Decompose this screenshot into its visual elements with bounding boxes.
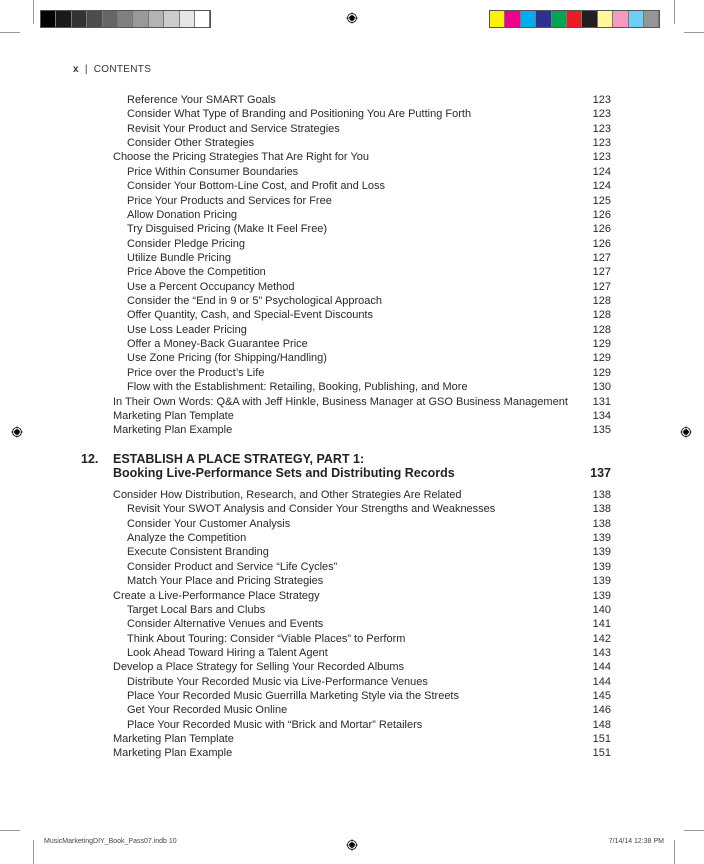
toc-entry <box>113 150 611 164</box>
crop-mark <box>684 32 704 33</box>
toc-entry-title: Marketing Plan Example <box>113 424 233 437</box>
toc-entry-page: 135 <box>592 424 611 437</box>
toc-entry-title: Revisit Your Product and Service Strategies <box>127 122 340 135</box>
toc-entry-page: 123 <box>592 94 611 106</box>
toc-entry <box>113 517 611 531</box>
toc-entry <box>113 280 611 294</box>
toc-entry-title: Think About Touring: Consider “Viable Places” to Perform <box>127 632 406 645</box>
color-swatch <box>552 11 567 27</box>
toc-entry-page: 129 <box>592 338 611 351</box>
toc-entry-title: Use Loss Leader Pricing <box>127 323 247 336</box>
toc-entry-page: 148 <box>592 718 611 731</box>
toc-list-pricing <box>113 93 611 438</box>
toc-entry-page: 127 <box>592 280 611 293</box>
toc-entry <box>113 222 611 236</box>
color-swatch <box>56 11 71 27</box>
color-swatch <box>103 11 118 27</box>
toc-entry-title: In Their Own Words: Q&A with Jeff Hinkle, Business Manager at GSO Business Management <box>113 395 568 408</box>
color-swatch <box>133 11 148 27</box>
color-swatch <box>613 11 628 27</box>
toc-entry-page: 123 <box>592 122 611 135</box>
toc-entry-page: 138 <box>592 517 611 530</box>
toc-entry-title: Revisit Your SWOT Analysis and Consider Your Strengths and Weaknesses <box>127 503 496 516</box>
toc-entry-title: Match Your Place and Pricing Strategies <box>127 575 324 588</box>
color-swatch <box>567 11 582 27</box>
chapter-number: 12. <box>81 452 99 466</box>
toc-entry-page: 129 <box>592 366 611 379</box>
toc-entry-title: Offer Quantity, Cash, and Special-Event Discounts <box>127 309 373 322</box>
toc-entry-page: 129 <box>592 352 611 365</box>
toc-entry-title: Price Above the Competition <box>127 266 266 279</box>
toc-entry-title: Look Ahead Toward Hiring a Talent Agent <box>127 646 328 659</box>
toc-entry-title: Choose the Pricing Strategies That Are Right for You <box>113 151 370 164</box>
toc-entry-page: 146 <box>592 704 611 717</box>
toc-entry <box>113 308 611 322</box>
toc-entry-page: 142 <box>592 632 611 645</box>
crop-mark <box>0 830 20 831</box>
color-swatch <box>72 11 87 27</box>
toc-entry <box>113 179 611 193</box>
toc-entry-title: Get Your Recorded Music Online <box>127 704 288 717</box>
toc-entry-page: 139 <box>592 532 611 545</box>
color-swatch <box>536 11 551 27</box>
toc-entry <box>113 675 611 689</box>
toc-entry-page: 126 <box>592 237 611 250</box>
toc-entry <box>113 323 611 337</box>
toc-entry-title: Analyze the Competition <box>127 532 247 545</box>
toc-entry-page: 128 <box>592 323 611 336</box>
toc-entry-page: 144 <box>592 675 611 688</box>
toc-entry <box>113 703 611 717</box>
toc-entry-title: Allow Donation Pricing <box>127 208 238 221</box>
toc-entry-title: Try Disguised Pricing (Make It Feel Free) <box>127 223 328 236</box>
registration-mark-icon <box>346 839 358 851</box>
registration-mark-icon <box>680 426 692 438</box>
toc-entry <box>113 337 611 351</box>
color-swatch <box>629 11 644 27</box>
color-swatch <box>195 11 210 27</box>
chapter-page: 137 <box>590 466 611 480</box>
chapter-title-line1: ESTABLISH A PLACE STRATEGY, PART 1: <box>113 452 365 466</box>
toc-entry <box>113 574 611 588</box>
toc-entry <box>113 718 611 732</box>
registration-mark-icon <box>346 12 358 24</box>
toc-entry-page: 131 <box>592 395 611 408</box>
toc-entry <box>113 660 611 674</box>
toc-entry <box>113 194 611 208</box>
toc-entry-page: 139 <box>592 560 611 573</box>
toc-entry-title: Use Zone Pricing (for Shipping/Handling) <box>127 352 327 365</box>
toc-entry-title: Execute Consistent Branding <box>127 546 269 559</box>
toc-entry-title: Price Within Consumer Boundaries <box>127 165 299 178</box>
color-swatch <box>118 11 133 27</box>
crop-mark <box>33 840 34 864</box>
toc-entry <box>113 136 611 150</box>
toc-entry <box>113 632 611 646</box>
toc-entry <box>113 351 611 365</box>
toc-entry-page: 128 <box>592 309 611 322</box>
toc-entry-page: 123 <box>592 137 611 150</box>
crop-mark <box>33 0 34 24</box>
toc-entry-page: 139 <box>592 546 611 559</box>
toc-entry-title: Marketing Plan Template <box>113 409 234 422</box>
toc-entry-page: 138 <box>592 503 611 516</box>
toc-entry-page: 139 <box>592 589 611 602</box>
toc-entry-page: 126 <box>592 223 611 236</box>
toc-entry-title: Reference Your SMART Goals <box>127 94 276 106</box>
toc-entry <box>113 107 611 121</box>
toc-entry <box>113 165 611 179</box>
toc-entry-title: Consider What Type of Branding and Positioning You Are Putting Forth <box>127 108 472 121</box>
color-swatch <box>149 11 164 27</box>
toc-entry-page: 128 <box>592 295 611 308</box>
toc-entry-page: 145 <box>592 690 611 703</box>
toc-entry <box>113 560 611 574</box>
toc-entry-page: 125 <box>592 194 611 207</box>
toc-entry <box>113 409 611 423</box>
toc-entry <box>113 423 611 437</box>
toc-entry-title: Consider Your Bottom-Line Cost, and Profit and Loss <box>127 180 386 193</box>
crop-mark <box>674 840 675 864</box>
toc-entry <box>113 122 611 136</box>
toc-entry-title: Utilize Bundle Pricing <box>127 251 231 264</box>
toc-entry <box>113 531 611 545</box>
toc-entry-title: Consider Alternative Venues and Events <box>127 618 324 631</box>
toc-entry-title: Create a Live-Performance Place Strategy <box>113 589 320 602</box>
toc-entry-title: Develop a Place Strategy for Selling Your Recorded Albums <box>113 661 405 674</box>
toc-entry <box>113 502 611 516</box>
toc-entry-page: 140 <box>592 603 611 616</box>
color-swatch <box>505 11 520 27</box>
toc-entry-title: Marketing Plan Example <box>113 747 233 760</box>
toc-entry-title: Offer a Money-Back Guarantee Price <box>127 338 308 351</box>
color-swatch <box>521 11 536 27</box>
toc-entry-title: Price over the Product’s Life <box>127 366 265 379</box>
toc-entry-title: Consider Pledge Pricing <box>127 237 246 250</box>
toc-entry <box>113 208 611 222</box>
toc-entry-page: 139 <box>592 575 611 588</box>
toc-entry-page: 124 <box>592 180 611 193</box>
footer-file: MusicMarketingDIY_Book_Pass07.indb 10 <box>44 838 177 845</box>
toc-entry <box>113 732 611 746</box>
toc-entry <box>113 589 611 603</box>
toc-entry-page: 126 <box>592 208 611 221</box>
toc-entry <box>113 395 611 409</box>
toc-entry-title: Place Your Recorded Music with “Brick and Mortar” Retailers <box>127 718 423 731</box>
header-separator: | <box>84 64 88 75</box>
toc-entry-title: Consider How Distribution, Research, and Other Strategies Are Related <box>113 489 462 501</box>
grayscale-color-bar <box>40 10 211 28</box>
toc-entry-page: 134 <box>592 409 611 422</box>
toc-entry-page: 123 <box>592 151 611 164</box>
color-swatch <box>164 11 179 27</box>
toc-entry-title: Place Your Recorded Music Guerrilla Marketing Style via the Streets <box>127 690 459 703</box>
running-header <box>73 64 151 75</box>
crop-mark <box>684 830 704 831</box>
toc-entry-title: Consider Your Customer Analysis <box>127 517 291 530</box>
toc-entry-page: 143 <box>592 646 611 659</box>
color-swatch <box>644 11 659 27</box>
toc-entry <box>113 617 611 631</box>
toc-entry-page: 141 <box>592 618 611 631</box>
registration-mark-icon <box>11 426 23 438</box>
toc-entry <box>113 545 611 559</box>
toc-entry-page: 130 <box>592 381 611 394</box>
toc-entry-page: 151 <box>592 733 611 746</box>
toc-entry-page: 127 <box>592 251 611 264</box>
toc-entry-title: Price Your Products and Services for Free <box>127 194 332 207</box>
toc-entry-title: Consider the “End in 9 or 5” Psychological Approach <box>127 295 382 308</box>
toc-list-place <box>113 488 611 761</box>
folio: x <box>73 64 79 75</box>
toc-entry <box>113 646 611 660</box>
toc-entry <box>113 265 611 279</box>
toc-entry <box>113 689 611 703</box>
crop-mark <box>674 0 675 24</box>
toc-entry <box>113 746 611 760</box>
process-color-bar <box>489 10 660 28</box>
toc-entry-title: Consider Other Strategies <box>127 137 255 150</box>
toc-entry <box>113 380 611 394</box>
color-swatch <box>41 11 56 27</box>
toc-entry-page: 138 <box>592 489 611 501</box>
toc-entry-title: Flow with the Establishment: Retailing, Booking, Publishing, and More <box>127 381 468 394</box>
color-swatch <box>582 11 597 27</box>
color-swatch <box>87 11 102 27</box>
toc-entry-title: Target Local Bars and Clubs <box>127 603 266 616</box>
toc-entry <box>113 237 611 251</box>
toc-entry-page: 144 <box>592 661 611 674</box>
toc-entry <box>113 603 611 617</box>
toc-entry-page: 124 <box>592 165 611 178</box>
toc-entry <box>113 294 611 308</box>
toc-entry <box>113 366 611 380</box>
toc-entry-page: 127 <box>592 266 611 279</box>
toc-entry <box>113 488 611 502</box>
color-swatch <box>490 11 505 27</box>
toc-entry <box>113 93 611 107</box>
toc-entry-page: 123 <box>592 108 611 121</box>
toc-entry <box>113 251 611 265</box>
toc-entry-page: 151 <box>592 747 611 760</box>
toc-entry-title: Consider Product and Service “Life Cycles” <box>127 560 338 573</box>
footer-timestamp: 7/14/14 12:38 PM <box>608 838 664 845</box>
color-swatch <box>598 11 613 27</box>
toc-entry-title: Distribute Your Recorded Music via Live-Performance Venues <box>127 675 428 688</box>
toc-entry-title: Marketing Plan Template <box>113 733 234 746</box>
toc-entry-title: Use a Percent Occupancy Method <box>127 280 295 293</box>
section-title: CONTENTS <box>93 64 152 75</box>
color-swatch <box>180 11 195 27</box>
chapter-title-line2: Booking Live-Performance Sets and Distributing Records <box>113 466 455 480</box>
crop-mark <box>0 32 20 33</box>
